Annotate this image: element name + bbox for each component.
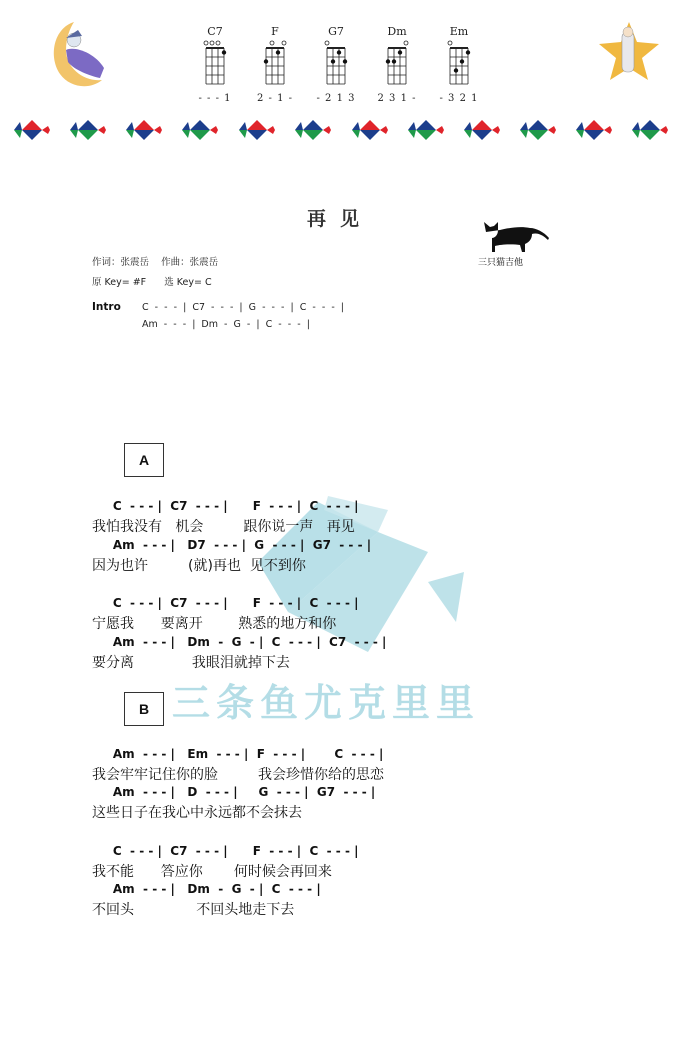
section-b-marker: B	[124, 692, 164, 726]
chord-diagram-name: C7	[207, 25, 223, 38]
section-a-chords-1: C - - - | C7 - - - | F - - - | C - - - |	[92, 499, 359, 513]
fish-icon	[462, 118, 502, 142]
song-title: 再见	[306, 208, 373, 230]
chord-grid-icon	[372, 38, 422, 88]
chord-diagram-name: F	[271, 25, 279, 38]
section-a-lyric-2: 因为也许 (就)再也 见不到你	[92, 558, 306, 574]
chord-grid-icon	[190, 38, 240, 88]
key-line: 原 Key= #F 选 Key= C	[92, 277, 212, 288]
chord-diagram-dm	[372, 26, 422, 104]
fish-icon	[124, 118, 164, 142]
chord-grid-icon	[311, 38, 361, 88]
moon-illustration	[44, 18, 110, 90]
section-b-lyric-2: 这些日子在我心中永远都不会抹去	[92, 805, 302, 821]
fish-icon	[180, 118, 220, 142]
watermark-text: 三条鱼尤克里里	[172, 681, 481, 725]
section-a-chords-4: Am - - - | Dm - G - | C - - - | C7 - - - |	[92, 635, 387, 649]
intro-chords-line-1: C - - - | C7 - - - | G - - - | C - - - |	[142, 302, 344, 313]
intro-chords-line-2: Am - - - | Dm - G - | C - - - |	[142, 319, 310, 330]
chord-diagram-fingering: - 3 2 1	[439, 93, 479, 104]
chord-diagram-name: Dm	[387, 25, 407, 38]
chord-diagram-name: Em	[449, 25, 469, 38]
section-b-lyric-3: 我不能 答应你 何时候会再回来	[92, 864, 332, 880]
chord-grid-icon	[250, 38, 300, 88]
fish-icon	[68, 118, 108, 142]
chord-grid-icon	[434, 38, 484, 88]
section-a-lyric-3: 宁愿我 要离开 熟悉的地方和你	[92, 616, 337, 632]
section-b-chords-1: Am - - - | Em - - - | F - - - | C - - - |	[92, 747, 384, 761]
fish-icon	[406, 118, 446, 142]
chord-diagram-fingering: - - - 1	[198, 93, 232, 104]
section-a-lyric-4: 要分离 我眼泪就掉下去	[92, 655, 290, 671]
section-a-chords-3: C - - - | C7 - - - | F - - - | C - - - |	[92, 596, 359, 610]
fish-icon	[574, 118, 614, 142]
section-a-lyric-1: 我怕我没有 机会 跟你说一声 再见	[92, 519, 355, 535]
section-b-chords-2: Am - - - | D - - - | G - - - | G7 - - - |	[92, 785, 376, 799]
cat-logo-icon	[480, 214, 550, 254]
fish-icon	[12, 118, 52, 142]
chord-diagram-f	[250, 26, 300, 104]
chord-diagram-fingering: 2 3 1 -	[377, 93, 417, 104]
section-a-marker: A	[124, 443, 164, 477]
fish-icon	[350, 118, 390, 142]
section-b-chords-4: Am - - - | Dm - G - | C - - - |	[92, 882, 321, 896]
intro-label: Intro	[92, 301, 121, 313]
section-b-lyric-4: 不回头 不回头地走下去	[92, 902, 295, 918]
chord-diagram-c7	[190, 26, 240, 104]
fish-icon	[237, 118, 277, 142]
section-b-lyric-1: 我会牢牢记住你的脸 我会珍惜你给的思恋	[92, 767, 385, 783]
fish-icon	[518, 118, 558, 142]
chord-diagram-fingering: 2 - 1 -	[256, 93, 294, 104]
fish-icon	[293, 118, 333, 142]
section-a-chords-2: Am - - - | D7 - - - | G - - - | G7 - - - |	[92, 538, 372, 552]
cat-logo-label: 三只猫吉他	[478, 258, 524, 268]
star-illustration	[596, 18, 662, 88]
chord-diagram-em	[434, 26, 484, 104]
credits-line: 作词：张震岳 作曲：张震岳	[92, 257, 219, 268]
chord-diagram-name: G7	[328, 25, 344, 38]
fish-icon	[630, 118, 670, 142]
chord-diagram-fingering: - 2 1 3	[316, 93, 356, 104]
chord-diagram-g7	[311, 26, 361, 104]
section-b-chords-3: C - - - | C7 - - - | F - - - | C - - - |	[92, 844, 359, 858]
